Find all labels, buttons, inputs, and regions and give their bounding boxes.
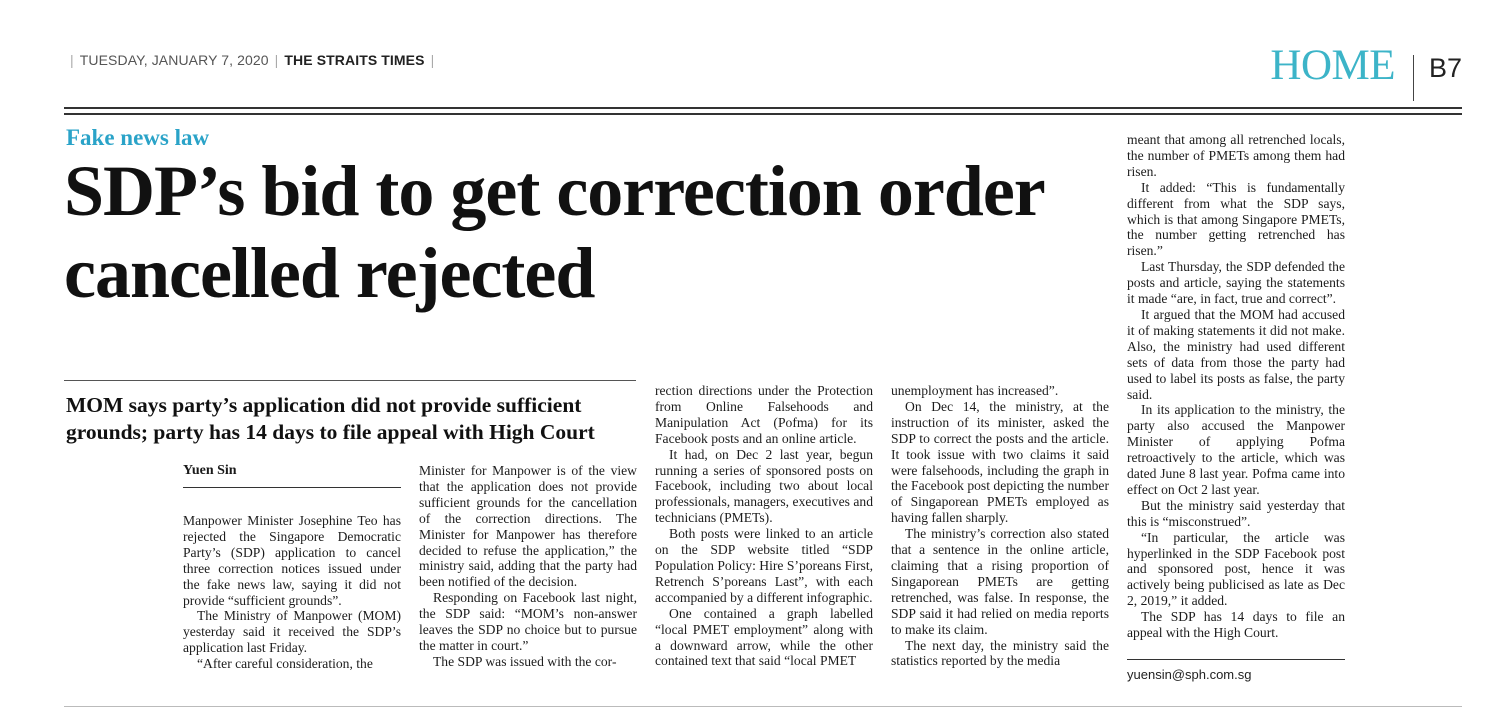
paragraph: In its application to the ministry, the party also accused the Manpower Minister of applying Pofma retroactively to the article, which was dated June 8 last year. Pofma came into effect on Oct 2 last year. [1127,402,1345,497]
article-kicker: Fake news law [66,125,210,150]
paragraph: “After careful consideration, the [197,656,373,672]
author-email: yuensin@sph.com.sg [1127,667,1252,682]
separator: | [274,52,279,68]
paragraph: But the ministry said yesterday that this is “misconstrued”. [1127,497,1345,529]
body-column-1 [183,513,401,672]
paragraph: The ministry’s correction also stated that a sentence in the online article, claiming that a rising proportion of Singaporean PMETs are getting retrenched, was false. In response, the SDP said it had relied on media reports to make its claim. [891,526,1109,637]
header-rule-top [64,107,1462,109]
separator: | [430,52,435,68]
body-column-5 [1127,132,1345,641]
paragraph: Last Thursday, the SDP defended the posts and article, saying the statements it made “are, in fact, true and correct”. [1127,259,1345,307]
paragraph: “In particular, the article was hyperlinked in the SDP Facebook post and sponsored post, hence it was actively being publicised as late as Dec 2, 2019,” it added. [1127,529,1345,609]
paragraph: Minister for Manpower is of the view that the application does not provide sufficient grounds for the cancellation of the correction directions. The Minister for Manpower has therefore decided to refuse the application,” the ministry said, adding that the party had been notified of the decision. [419,463,637,590]
paragraph: Both posts were linked to an article on the SDP website titled “SDP Population Policy: Hire S’poreans First, Retrench S’poreans Last”, with each accompanied by a different infographic. [655,526,873,605]
article-deck: MOM says party’s application did not provide sufficient grounds; party has 14 days to file appeal with High Court [66,393,595,444]
paragraph: rection directions under the Protection from Online Falsehoods and Manipulation Act (Pofma) for its Facebook posts and an online article. [655,383,873,446]
separator: | [70,52,74,68]
body-column-2 [419,463,637,670]
paragraph: meant that among all retrenched locals, the number of PMETs among them had risen. [1127,132,1345,179]
section-divider [1413,55,1414,101]
paper-name: THE STRAITS TIMES [284,52,425,68]
paragraph: The next day, the ministry said the statistics reported by the media [891,637,1109,669]
paragraph: The Ministry of Manpower (MOM) yesterday said it received the SDP’s application last Friday. [183,608,401,656]
paragraph: It argued that the MOM had accused it of making statements it did not make. Also, the ministry had used different sets of data from those the party had used to label its posts as false, the party said. [1127,306,1345,402]
paragraph: It had, on Dec 2 last year, begun running a series of sponsored posts on Facebook, including two about local professionals, managers, executives and technicians (PMETs). [655,446,873,526]
paragraph: The SDP has 14 days to file an appeal with the High Court. [1127,609,1345,641]
header-rule-bottom [64,113,1462,115]
page-number: B7 [1429,53,1463,83]
paragraph: One contained a graph labelled “local PMET employment” along with a downward arrow, while the other contained text that said “local PMET [655,605,873,669]
deck-rule [64,380,636,381]
end-rule [1127,659,1345,660]
paragraph: Responding on Facebook last night, the SDP said: “MOM’s non-answer leaves the SDP no choice but to pursue the matter in court.” [419,590,637,653]
paragraph: On Dec 14, the ministry, at the instruction of its minister, asked the SDP to correct the posts and the article. It took issue with two claims it said were falsehoods, including the graph in the Facebook post depicting the number of Singaporean PMETs employed as having fallen sharply. [891,398,1109,526]
article-headline: SDP’s bid to get correction order cancelled rejected [64,151,1044,313]
issue-date: TUESDAY, JANUARY 7, 2020 [79,52,269,68]
section-label: HOME [1270,42,1395,89]
byline: Yuen Sin [183,463,237,478]
body-column-4 [891,383,1109,669]
masthead-line [64,52,440,68]
paragraph: unemployment has increased”. [891,383,1059,398]
page-bottom-rule [64,706,1462,707]
body-column-3 [655,383,873,669]
paragraph: The SDP was issued with the cor- [433,653,617,669]
byline-rule [183,487,401,488]
paragraph: Manpower Minister Josephine Teo has rejected the Singapore Democratic Party’s (SDP) application to cancel three correction notices issued under the fake news law, saying it did not provide “sufficient grounds”. [183,513,401,608]
paragraph: It added: “This is fundamentally different from what the SDP says, which is that among Singapore PMETs, the number getting retrenched has risen.” [1127,179,1345,259]
